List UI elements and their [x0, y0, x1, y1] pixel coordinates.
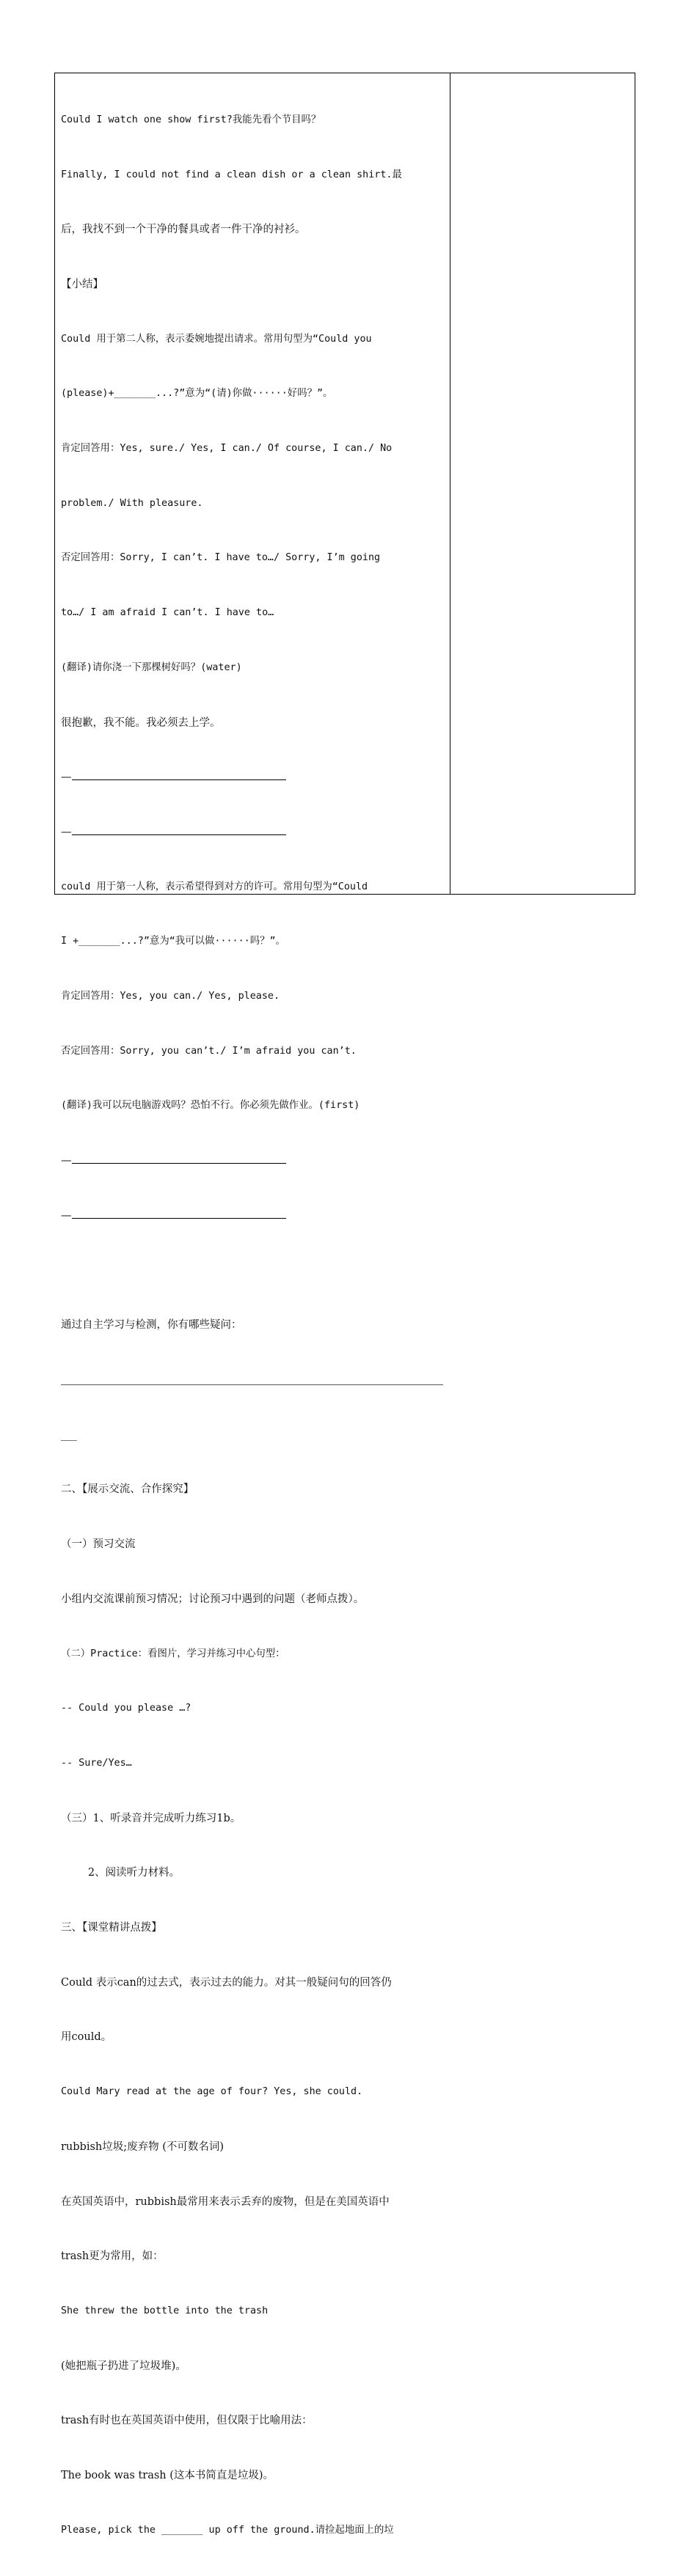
text-line: trash更为常用，如： — [61, 2250, 164, 2263]
left-column-content — [61, 75, 446, 2576]
dash: — — [61, 826, 72, 838]
dash: — — [61, 1209, 72, 1222]
text-line: 很抱歉，我不能。我必须去上学。 — [61, 716, 221, 729]
text-line: 2、阅读听力材料。 — [61, 1867, 180, 1879]
section-heading: 三、【课堂精讲点拨】 — [61, 1922, 162, 1934]
text-line: (please)+_______...?”意为“(请)你做······好吗？”。 — [61, 388, 333, 400]
rule-tail: ___ — [61, 1428, 77, 1441]
text-line: could 用于第一人称，表示希望得到对方的许可。常用句型为“Could — [61, 881, 368, 892]
text-line: 肯定回答用：Yes, you can./ Yes, please. — [61, 991, 280, 1002]
text-line: Could I watch one show first?我能先看个节目吗？ — [61, 114, 321, 125]
section-heading: 二、【展示交流、合作探究】 — [61, 1483, 194, 1496]
text-line: 肯定回答用：Yes, sure./ Yes, I can./ Of course, I can./ No — [61, 443, 393, 455]
text-line: She threw the bottle into the trash — [61, 2305, 269, 2316]
question-prompt: 通过自主学习与检测，你有哪些疑问： — [61, 1319, 242, 1332]
answer-line[interactable] — [61, 823, 446, 842]
questions-answer-rule[interactable] — [61, 1371, 446, 1390]
text-line: trash有时也在英国英语中使用，但仅限于比喻用法： — [61, 2415, 313, 2427]
text-line: Could 表示can的过去式，表示过去的能力。对其一般疑问句的回答仍 — [61, 1976, 392, 1989]
text-line: The book was trash (这本书简直是垃圾)。 — [61, 2470, 274, 2482]
text-line: problem./ With pleasure. — [61, 497, 203, 509]
dash: — — [61, 1155, 72, 1167]
answer-blank[interactable] — [72, 1208, 286, 1219]
answer-blank[interactable] — [72, 824, 286, 835]
text-line: (翻译)我可以玩电脑游戏吗？恐怕不行。你必须先做作业。(first) — [61, 1100, 360, 1112]
answer-line[interactable] — [61, 1152, 446, 1170]
text-line: Could 用于第二人称，表示委婉地提出请求。常用句型为“Could you — [61, 333, 372, 345]
answer-blank[interactable] — [72, 769, 286, 780]
text-line: （三）1、听录音并完成听力练习1b。 — [61, 1812, 241, 1824]
answer-line[interactable] — [61, 1207, 446, 1225]
text-line: -- Could you please …? — [61, 1703, 191, 1714]
text-line: 否定回答用：Sorry, you can’t./ I’m afraid you can’t. — [61, 1045, 357, 1057]
text-line: Please, pick the _______ up off the ground.请捡起地面上的垃 — [61, 2524, 394, 2536]
section-heading: 【小结】 — [61, 278, 103, 290]
text-line: （二）Practice：看图片，学习并练习中心句型： — [61, 1648, 285, 1659]
text-line: Finally, I could not find a clean dish or a clean shirt.最 — [61, 169, 402, 180]
text-line: to…/ I am afraid I can’t. I have to… — [61, 607, 274, 619]
text-line: （一）预习交流 — [61, 1538, 136, 1551]
text-line: 小组内交流课前预习情况；讨论预习中遇到的问题（老师点拨）。 — [61, 1593, 365, 1605]
answer-blank[interactable] — [72, 1153, 286, 1164]
text-line: (翻译)请你浇一下那棵树好吗？(water) — [61, 661, 242, 673]
answer-line[interactable] — [61, 768, 446, 787]
text-line: rubbish垃圾;废弃物 (不可数名词) — [61, 2140, 225, 2153]
text-line: I +_______...?”意为“我可以做······吗？”。 — [61, 936, 285, 947]
text-line: 否定回答用：Sorry, I can’t. I have to…/ Sorry, I’m going — [61, 552, 381, 564]
text-line: Could Mary read at the age of four? Yes, she could. — [61, 2086, 363, 2098]
notes-column[interactable] — [450, 73, 635, 894]
worksheet-table — [54, 73, 635, 2536]
dash: — — [61, 771, 72, 784]
text-line: 用could。 — [61, 2031, 112, 2044]
text-line: -- Sure/Yes… — [61, 1757, 132, 1769]
text-line: 后，我找不到一个干净的餐具或者一件干净的衬衫。 — [61, 224, 306, 236]
empty-line — [61, 1262, 446, 1280]
text-line: (她把瓶子扔进了垃圾堆)。 — [61, 2360, 186, 2372]
text-line: 在英国英语中，rubbish最常用来表示丢弃的废物，但是在美国英语中 — [61, 2195, 390, 2208]
